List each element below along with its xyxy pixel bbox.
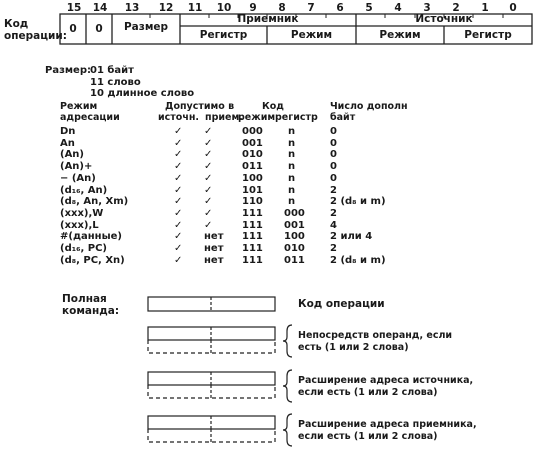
immediate-line1: Непосредств операнд, если: [298, 330, 453, 341]
bit-number: 7: [307, 2, 315, 14]
cell-words: 2: [330, 243, 337, 254]
addressing-modes-table: [0, 126, 541, 271]
source-group: Источник: [415, 13, 473, 25]
cell-dst: ✓: [204, 149, 213, 161]
cell-code-mode: 111: [242, 207, 263, 219]
cell-code-reg: 000: [284, 207, 305, 219]
header-allowed: Допустимо в: [165, 101, 235, 112]
field-bit14: 0: [95, 23, 103, 35]
cell-mode: (xxx),L: [60, 219, 99, 231]
source-ext-line1: Расширение адреса источника,: [298, 375, 474, 386]
source-register: Регистр: [464, 29, 512, 41]
size-field: Размер: [123, 21, 169, 33]
size-item: 11 слово: [90, 76, 141, 88]
size-label: Размер:: [45, 65, 92, 76]
cell-src: ✓: [174, 149, 183, 161]
cell-mode: (d₁₆, An): [60, 184, 108, 196]
destination-mode: Режим: [290, 29, 333, 41]
cell-code-mode: 111: [242, 231, 263, 243]
bit-number: 0: [509, 2, 517, 14]
cell-src: ✓: [174, 196, 183, 208]
cell-src: ✓: [174, 137, 183, 149]
cell-code-reg: 010: [284, 243, 305, 254]
bit-number: 11: [187, 2, 203, 14]
destination-extension-note: [298, 419, 477, 443]
bit-number: 1: [481, 2, 489, 14]
size-item: 10 длинное слово: [90, 88, 195, 99]
cell-mode: (d₁₆, PC): [60, 243, 108, 254]
bit-number: 10: [216, 2, 232, 14]
opcode-label-line1: Код: [4, 18, 29, 30]
source-mode: Режим: [379, 29, 421, 41]
size-list: [90, 65, 194, 100]
cell-code-reg: n: [288, 149, 296, 161]
cell-dst: ✓: [204, 126, 213, 137]
cell-src: ✓: [174, 172, 183, 184]
full-instruction-label: [62, 293, 119, 317]
source-extension-note: [298, 375, 473, 399]
source-ext-line2: если есть (1 или 2 слова): [298, 387, 438, 398]
cell-dst: ✓: [204, 172, 213, 184]
cell-dst: ✓: [204, 196, 213, 208]
header-mode: [60, 102, 120, 123]
full-label-line1: Полная: [62, 293, 107, 305]
cell-words: 0: [330, 172, 337, 184]
cell-dst: ✓: [204, 184, 213, 196]
cell-mode: (d₈, An, Xm): [60, 196, 129, 208]
bit-number: 5: [365, 2, 373, 14]
bit-number: 15: [66, 2, 82, 14]
bit-number: 14: [92, 2, 108, 14]
cell-code-reg: n: [288, 172, 296, 184]
header-allowed-dest: прием.: [205, 112, 243, 123]
cell-code-mode: 000: [242, 126, 263, 137]
cell-src: ✓: [174, 219, 183, 231]
cell-words: 2 (d₈ и m): [330, 196, 386, 208]
cell-words: 0: [330, 161, 337, 173]
field-bit15: 0: [69, 23, 77, 35]
cell-dst: ✓: [204, 207, 213, 219]
cell-words: 2: [330, 207, 337, 219]
dest-ext-line2: если есть (1 или 2 слова): [298, 431, 438, 442]
cell-words: 0: [330, 149, 337, 161]
cell-code-mode: 001: [242, 137, 263, 149]
cell-code-reg: 100: [284, 231, 305, 243]
cell-dst: нет: [204, 254, 224, 266]
cell-src: ✓: [174, 207, 183, 219]
cell-mode: − (An): [60, 172, 96, 184]
cell-words: 2: [330, 184, 337, 196]
cell-code-reg: n: [288, 196, 296, 208]
header-code-register: регистр: [275, 112, 318, 123]
bit-number: 8: [278, 2, 286, 14]
bit-number: 3: [423, 2, 431, 14]
cell-words: 4: [330, 219, 337, 231]
cell-code-reg: n: [288, 161, 296, 173]
cell-code-reg: n: [288, 126, 296, 137]
header-code-mode: режим: [238, 112, 276, 123]
dest-ext-line1: Расширение адреса приемника,: [298, 419, 477, 430]
cell-words: 0: [330, 126, 337, 137]
full-label-line2: команда:: [62, 305, 120, 317]
header-mode-line1: Режим: [60, 101, 98, 112]
cell-code-reg: n: [288, 137, 296, 149]
cell-words: 0: [330, 137, 337, 149]
bit-number: 9: [249, 2, 257, 14]
cell-words: 2 (d₈ и m): [330, 254, 386, 266]
destination-register: Регистр: [199, 29, 248, 41]
header-extra-words-line1: Число дополн: [330, 101, 408, 112]
cell-code-mode: 111: [242, 254, 263, 266]
destination-group: Приемник: [237, 13, 299, 25]
cell-src: ✓: [174, 231, 183, 243]
opcode-label-line2: операции:: [4, 30, 67, 42]
size-item: 01 байт: [90, 65, 134, 76]
header-extra-words: [330, 102, 408, 123]
cell-words: 2 или 4: [330, 231, 373, 243]
cell-mode: An: [60, 137, 75, 149]
header-allowed-source: источн.: [158, 112, 200, 123]
cell-mode: (d₈, PC, Xn): [60, 254, 125, 266]
cell-code-mode: 011: [242, 161, 263, 173]
header-extra-words-line2: байт: [330, 111, 356, 123]
cell-code-reg: n: [288, 184, 296, 196]
cell-mode: Dn: [60, 126, 76, 137]
bit-number: 4: [394, 2, 402, 14]
cell-src: ✓: [174, 254, 183, 266]
bit-number: 13: [124, 2, 140, 14]
cell-src: ✓: [174, 126, 183, 137]
cell-mode: (An): [60, 149, 84, 161]
cell-src: ✓: [174, 243, 183, 254]
cell-src: ✓: [174, 184, 183, 196]
cell-code-mode: 010: [242, 149, 263, 161]
cell-code-reg: 011: [284, 254, 305, 266]
cell-src: ✓: [174, 161, 183, 173]
cell-dst: ✓: [204, 219, 213, 231]
immediate-line2: есть (1 или 2 слова): [298, 342, 409, 353]
immediate-operand-note: [298, 330, 452, 354]
cell-dst: нет: [204, 231, 224, 243]
cell-dst: нет: [204, 243, 224, 254]
cell-code-mode: 111: [242, 219, 263, 231]
cell-mode: (xxx),W: [60, 207, 104, 219]
bit-number: 12: [158, 2, 174, 14]
cell-code-mode: 111: [242, 243, 263, 254]
cell-code-mode: 100: [242, 172, 263, 184]
bit-number: 2: [452, 2, 460, 14]
cell-code-mode: 110: [242, 196, 263, 208]
cell-dst: ✓: [204, 137, 213, 149]
cell-dst: ✓: [204, 161, 213, 173]
header-mode-line2: адресации: [60, 111, 120, 123]
opcode-word-label: Код операции: [298, 298, 385, 310]
cell-mode: (An)+: [60, 161, 93, 173]
header-code: Код: [262, 101, 284, 112]
bit-number: 6: [336, 2, 344, 14]
cell-code-reg: 001: [284, 219, 305, 231]
cell-code-mode: 101: [242, 184, 263, 196]
cell-mode: #(данные): [60, 231, 122, 243]
